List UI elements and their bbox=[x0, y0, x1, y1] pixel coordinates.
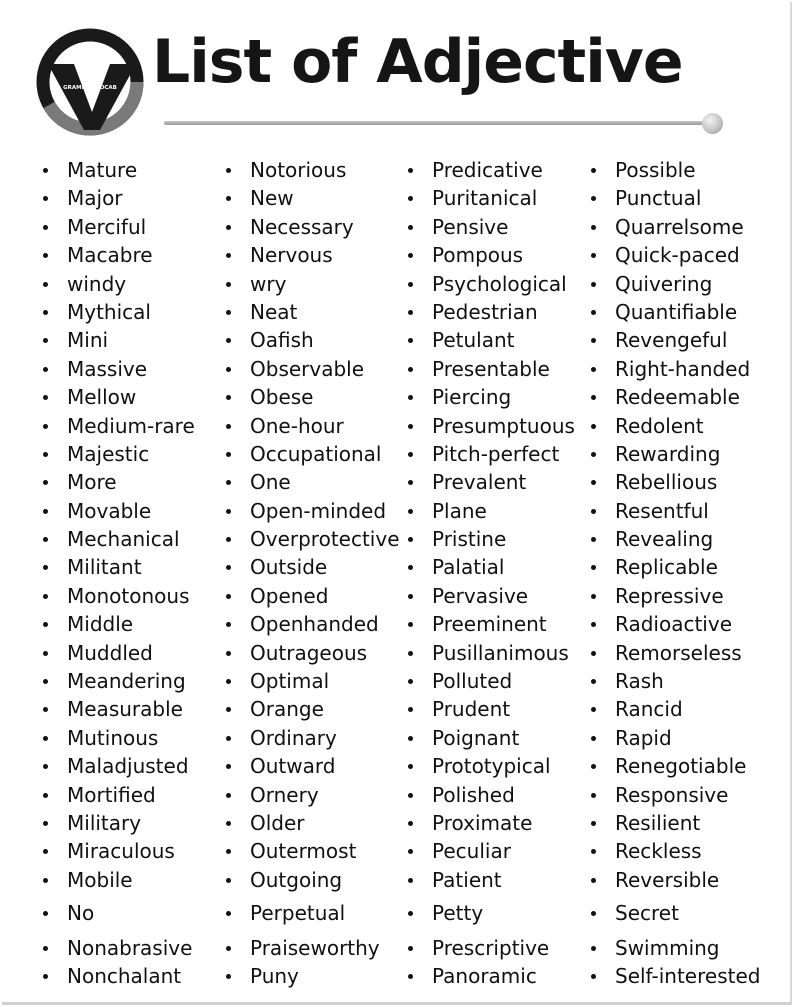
adjective-item: Orange bbox=[250, 695, 400, 723]
adjective-item: Measurable bbox=[67, 695, 195, 723]
adjective-item: Nervous bbox=[250, 241, 400, 269]
adjective-item: Petulant bbox=[432, 326, 575, 354]
adjective-item: Overprotective bbox=[250, 525, 400, 553]
adjective-item: Presumptuous bbox=[432, 412, 575, 440]
adjective-item: Pervasive bbox=[432, 582, 575, 610]
adjective-item: Massive bbox=[67, 355, 195, 383]
adjective-item: Rancid bbox=[615, 695, 760, 723]
adjective-item: Mini bbox=[67, 326, 195, 354]
adjective-item: Older bbox=[250, 809, 400, 837]
adjective-item: Mellow bbox=[67, 383, 195, 411]
adjective-item: Reckless bbox=[615, 837, 760, 865]
adjective-item: Puny bbox=[250, 962, 400, 990]
adjective-item: Palatial bbox=[432, 553, 575, 581]
adjective-item: Quantifiable bbox=[615, 298, 760, 326]
adjective-item: Militant bbox=[67, 553, 195, 581]
adjective-item: Notorious bbox=[250, 156, 400, 184]
adjective-item: Patient bbox=[432, 866, 575, 894]
adjective-item: One-hour bbox=[250, 412, 400, 440]
adjective-item: Military bbox=[67, 809, 195, 837]
adjective-item: Responsive bbox=[615, 781, 760, 809]
adjective-item: Maladjusted bbox=[67, 752, 195, 780]
adjective-item: Resentful bbox=[615, 497, 760, 525]
adjective-column-1 bbox=[67, 156, 195, 990]
adjective-item: Piercing bbox=[432, 383, 575, 411]
adjective-item: Mutinous bbox=[67, 724, 195, 752]
adjective-item: Right-handed bbox=[615, 355, 760, 383]
adjective-item: One bbox=[250, 468, 400, 496]
adjective-item: Rebellious bbox=[615, 468, 760, 496]
adjective-item: More bbox=[67, 468, 195, 496]
adjective-item: Mechanical bbox=[67, 525, 195, 553]
adjective-item: Resilient bbox=[615, 809, 760, 837]
adjective-item: Preeminent bbox=[432, 610, 575, 638]
adjective-item: Nonabrasive bbox=[67, 934, 195, 962]
adjective-item: Possible bbox=[615, 156, 760, 184]
adjective-item: Merciful bbox=[67, 213, 195, 241]
adjective-item: Neat bbox=[250, 298, 400, 326]
adjective-item: Self-interested bbox=[615, 962, 760, 990]
adjective-item: Quivering bbox=[615, 270, 760, 298]
adjective-item: Peculiar bbox=[432, 837, 575, 865]
adjective-item: Proximate bbox=[432, 809, 575, 837]
adjective-item: Pompous bbox=[432, 241, 575, 269]
adjective-item: Observable bbox=[250, 355, 400, 383]
adjective-item: Renegotiable bbox=[615, 752, 760, 780]
adjective-item: Outward bbox=[250, 752, 400, 780]
adjective-item: Ordinary bbox=[250, 724, 400, 752]
adjective-item: Meandering bbox=[67, 667, 195, 695]
adjective-item: New bbox=[250, 184, 400, 212]
adjective-item: Prototypical bbox=[432, 752, 575, 780]
adjective-item: Pensive bbox=[432, 213, 575, 241]
adjective-item: Muddled bbox=[67, 639, 195, 667]
adjective-item: Swimming bbox=[615, 934, 760, 962]
adjective-item: Puritanical bbox=[432, 184, 575, 212]
logo-text: GRAMMARVOCAB bbox=[63, 85, 117, 91]
grammarvocab-logo bbox=[34, 26, 146, 138]
adjective-item: Mythical bbox=[67, 298, 195, 326]
adjective-item: Opened bbox=[250, 582, 400, 610]
adjective-item: Necessary bbox=[250, 213, 400, 241]
title-underline-dot bbox=[702, 113, 723, 134]
adjective-item: Pristine bbox=[432, 525, 575, 553]
title-underline bbox=[164, 121, 710, 125]
adjective-column-3 bbox=[432, 156, 575, 990]
adjective-item: Movable bbox=[67, 497, 195, 525]
adjective-item: Monotonous bbox=[67, 582, 195, 610]
adjective-item: Oafish bbox=[250, 326, 400, 354]
adjective-item: Medium-rare bbox=[67, 412, 195, 440]
adjective-item: Occupational bbox=[250, 440, 400, 468]
adjective-item: Rewarding bbox=[615, 440, 760, 468]
adjective-item: Presentable bbox=[432, 355, 575, 383]
adjective-item: No bbox=[67, 899, 195, 927]
adjective-item: Mortified bbox=[67, 781, 195, 809]
adjective-item: Pedestrian bbox=[432, 298, 575, 326]
adjective-item: wry bbox=[250, 270, 400, 298]
adjective-item: Pusillanimous bbox=[432, 639, 575, 667]
adjective-item: Perpetual bbox=[250, 899, 400, 927]
adjective-item: Redeemable bbox=[615, 383, 760, 411]
adjective-item: Mobile bbox=[67, 866, 195, 894]
adjective-item: Plane bbox=[432, 497, 575, 525]
adjective-item: Prudent bbox=[432, 695, 575, 723]
adjective-item: Nonchalant bbox=[67, 962, 195, 990]
adjective-item: Praiseworthy bbox=[250, 934, 400, 962]
adjective-item: Prevalent bbox=[432, 468, 575, 496]
adjective-item: Middle bbox=[67, 610, 195, 638]
adjective-item: Repressive bbox=[615, 582, 760, 610]
adjective-column-4 bbox=[615, 156, 760, 990]
adjective-item: Polluted bbox=[432, 667, 575, 695]
adjective-item: Punctual bbox=[615, 184, 760, 212]
adjective-item: Predicative bbox=[432, 156, 575, 184]
adjective-item: Rapid bbox=[615, 724, 760, 752]
adjective-item: Outside bbox=[250, 553, 400, 581]
adjective-item: Petty bbox=[432, 899, 575, 927]
adjective-item: Miraculous bbox=[67, 837, 195, 865]
adjective-item: Revealing bbox=[615, 525, 760, 553]
adjective-item: windy bbox=[67, 270, 195, 298]
adjective-item: Majestic bbox=[67, 440, 195, 468]
adjective-item: Psychological bbox=[432, 270, 575, 298]
adjective-item: Mature bbox=[67, 156, 195, 184]
adjective-item: Obese bbox=[250, 383, 400, 411]
adjective-item: Secret bbox=[615, 899, 760, 927]
adjective-item: Redolent bbox=[615, 412, 760, 440]
adjective-item: Replicable bbox=[615, 553, 760, 581]
adjective-item: Reversible bbox=[615, 866, 760, 894]
adjective-item: Optimal bbox=[250, 667, 400, 695]
adjective-item: Pitch-perfect bbox=[432, 440, 575, 468]
adjective-item: Poignant bbox=[432, 724, 575, 752]
adjective-item: Revengeful bbox=[615, 326, 760, 354]
adjective-item: Open-minded bbox=[250, 497, 400, 525]
adjective-item: Rash bbox=[615, 667, 760, 695]
page-title: List of Adjective bbox=[152, 27, 683, 97]
adjective-item: Polished bbox=[432, 781, 575, 809]
adjective-item: Macabre bbox=[67, 241, 195, 269]
adjective-item: Ornery bbox=[250, 781, 400, 809]
adjective-item: Radioactive bbox=[615, 610, 760, 638]
adjective-item: Panoramic bbox=[432, 962, 575, 990]
adjective-item: Outermost bbox=[250, 837, 400, 865]
adjective-item: Outgoing bbox=[250, 866, 400, 894]
adjective-item: Quick-paced bbox=[615, 241, 760, 269]
adjective-item: Prescriptive bbox=[432, 934, 575, 962]
adjective-item: Openhanded bbox=[250, 610, 400, 638]
adjective-column-2 bbox=[250, 156, 400, 990]
adjective-item: Major bbox=[67, 184, 195, 212]
adjective-item: Quarrelsome bbox=[615, 213, 760, 241]
adjective-item: Remorseless bbox=[615, 639, 760, 667]
adjective-item: Outrageous bbox=[250, 639, 400, 667]
